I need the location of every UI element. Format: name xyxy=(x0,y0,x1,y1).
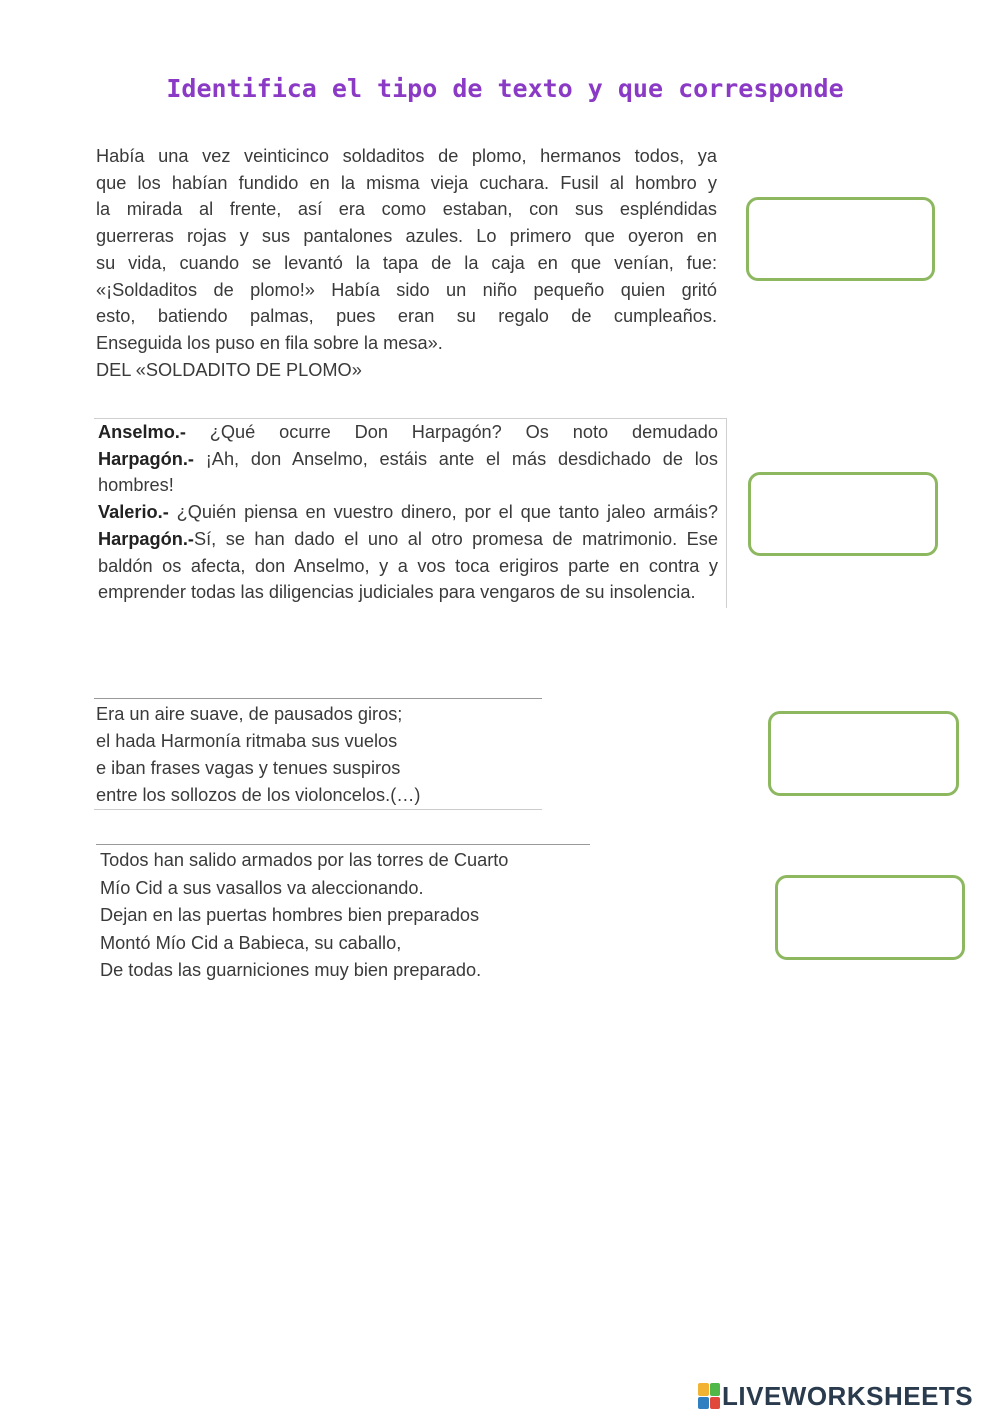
dialogue-line xyxy=(98,419,718,446)
epic-line: De todas las guarniciones muy bien preparado. xyxy=(100,960,482,980)
epic-line: Mío Cid a sus vasallos va aleccionando. xyxy=(100,877,424,898)
poem-line: Era un aire suave, de pausados giros; xyxy=(96,704,403,724)
liveworksheets-logo-text: LIVEWORKSHEETS xyxy=(722,1380,974,1411)
poem-line: entre los sollozos de los violoncelos.(…) xyxy=(96,785,421,805)
narrative-line: Había una vez veinticinco soldaditos de plomo, hermanos todos, ya xyxy=(96,146,717,166)
poem-line: e iban frases vagas y tenues suspiros xyxy=(96,758,401,778)
poem-line: el hada Harmonía ritmaba sus vuelos xyxy=(96,731,398,751)
answer-input-2[interactable] xyxy=(748,472,938,556)
narrative-line: su vida, cuando se levantó la tapa de la caja en que venían, fue: xyxy=(96,252,717,273)
dialogue-text: ¿Qué ocurre Don Harpagón? Os noto demudado xyxy=(185,422,718,442)
epic-line: Montó Mío Cid a Babieca, su caballo, xyxy=(100,932,402,953)
poem-text-block xyxy=(94,698,542,810)
dialogue-line xyxy=(98,526,718,606)
narrative-line: Enseguida los puso en fila sobre la mesa». xyxy=(96,332,443,353)
dialogue-text: ¿Quién piensa en vuestro dinero, por el que tanto jaleo armáis? xyxy=(168,502,718,523)
dialogue-speaker: Harpagón.- xyxy=(98,448,194,469)
narrative-source: DEL «SOLDADITO DE PLOMO» xyxy=(96,359,362,380)
answer-input-4[interactable] xyxy=(775,875,965,960)
dialogue-text: Sí, se han dado el uno al otro promesa de matrimonio. Ese baldón os afecta, don Anselmo, y a vos toca erigiros parte en contra y emprender todas las diligencias judiciales para vengaros de su insolencia. xyxy=(98,528,718,603)
liveworksheets-logo-icon xyxy=(698,1383,720,1409)
narrative-line: guerreras rojas y sus pantalones azules. Lo primero que oyeron en xyxy=(96,226,717,247)
answer-input-3[interactable] xyxy=(768,711,959,796)
dialogue-line xyxy=(98,499,718,526)
narrative-line: la mirada al frente, así era como estaban, con sus espléndidas xyxy=(96,199,717,220)
epic-text-block xyxy=(96,844,590,985)
epic-line: Todos han salido armados por las torres de Cuarto xyxy=(100,850,509,870)
dialogue-speaker: Anselmo.- xyxy=(98,422,186,442)
page-title: Identifica el tipo de texto y que corresponde xyxy=(166,74,844,103)
liveworksheets-logo xyxy=(698,1376,973,1416)
dialogue-text: ¡Ah, don Anselmo, estáis ante el más desdichado de los hombres! xyxy=(98,448,718,496)
epic-line: Dejan en las puertas hombres bien preparados xyxy=(100,905,480,925)
dialogue-speaker: Harpagón.- xyxy=(98,528,194,549)
narrative-line: esto, batiendo palmas, pues eran su regalo de cumpleaños. xyxy=(96,306,717,327)
narrative-line: «¡Soldaditos de plomo!» Había sido un niño pequeño quien gritó xyxy=(96,279,717,300)
answer-input-1[interactable] xyxy=(746,197,935,281)
dialogue-line xyxy=(98,446,718,499)
narrative-text-block xyxy=(96,143,717,383)
dialogue-text-block xyxy=(94,418,727,608)
dialogue-speaker: Valerio.- xyxy=(98,502,169,523)
narrative-line: que los habían fundido en la misma vieja cuchara. Fusil al hombro y xyxy=(96,172,717,193)
